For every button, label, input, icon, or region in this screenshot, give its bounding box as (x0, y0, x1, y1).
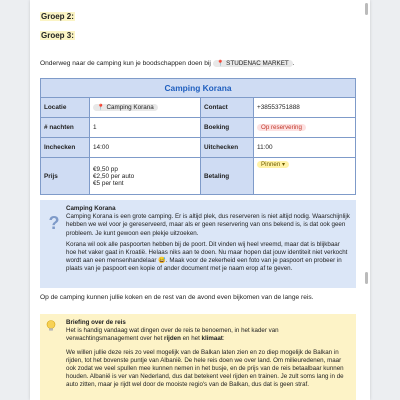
place-chip-studenac[interactable] (213, 60, 293, 67)
price-person: €9,50 pp (93, 165, 118, 173)
label-uitchecken: Uitchecken (201, 138, 254, 158)
status-badge-betaling[interactable] (257, 161, 289, 168)
scrollbar-thumb[interactable] (365, 3, 368, 15)
callout-paragraph: Camping Korana is een grote camping. Er is altijd plek, dus reserveren is niet altijd nodig. Waarschijnlijk hebben we wel voor je gereserveerd, maar als er geen reservering van ons bekend is, is dat ook geen probleem. Je kunt gewoon een plekje uitzoeken. (66, 213, 350, 237)
callout-title: Camping Korana (66, 205, 116, 212)
label-prijs: Prijs (41, 158, 90, 195)
value-contact: +38553751888 (254, 98, 356, 118)
label-inchecken: Inchecken (41, 138, 90, 158)
location-pin-icon: 📍 (216, 61, 225, 67)
callout-paragraph: We willen jullie deze reis zo veel mogelijk van de Balkan laten zien en zo diep mogelijk de Balkan in rijden, tot het bovenste puntje van Albanië. De hele reis doen we over land. Om milieuredenen, maar ook zodat we veel spullen mee kunnen nemen in het busje, en de prijs van de reis betaalbaar kunnen houden. Albanië is ver van Nederland, dus dat betekent veel rijden en trainen. Je zult soms lang in de auto zitten, maar je rijdt wel door de mooiste regio's van de Balkan, dus dat is geen straf. (66, 348, 344, 389)
lightbulb-icon (46, 320, 56, 332)
briefing-callout (40, 314, 356, 400)
table-title: Camping Korana (41, 79, 356, 98)
value-betaling (254, 158, 356, 195)
label-betaling: Betaling (201, 158, 254, 195)
value-uitchecken: 11:00 (254, 138, 356, 158)
label-locatie: Locatie (41, 98, 90, 118)
chevron-down-icon: ▾ (282, 161, 286, 168)
status-badge-boeking[interactable]: Op reservering (257, 124, 306, 131)
label-contact: Contact (201, 98, 254, 118)
label-nachten: # nachten (41, 118, 90, 138)
place-chip-korana-label: Camping Korana (106, 104, 154, 111)
shopping-text: Onderweg naar de camping kun je boodschappen doen bij (40, 60, 211, 67)
question-icon: ? (48, 213, 60, 233)
betaling-label: Pinnen (261, 161, 281, 168)
price-car: €2,50 per auto (93, 172, 135, 180)
value-locatie (90, 98, 201, 118)
value-prijs (90, 158, 201, 195)
value-inchecken: 14:00 (90, 138, 201, 158)
info-callout (40, 200, 356, 288)
group-3-heading: Groep 3: (41, 31, 74, 40)
place-chip-label: STUDENAC MARKET (226, 60, 289, 67)
group-2-heading: Groep 2: (41, 12, 74, 21)
value-boeking (254, 118, 356, 138)
value-nachten: 1 (90, 118, 201, 138)
document-page (30, 0, 370, 400)
shopping-line (40, 60, 295, 67)
callout-paragraph: Korana wil ook alle paspoorten hebben bij de poort. Dit vinden wij heel vreemd, maar dat is blijkbaar hoe het vaker gaat in Kroatië. Helaas niks aan te doen. Nu maar hopen dat jouw identiteit niet verkocht wordt aan een mensenhandelaar 😅. Maak voor de zekerheid een foto van je paspoort en probeer in plaats van je paspoort een kopie of ander document met je naam erop af te geven. (66, 240, 348, 273)
place-chip-korana[interactable] (93, 104, 158, 111)
location-pin-icon: 📍 (97, 105, 105, 111)
cooking-line: Op de camping kunnen jullie koken en de rest van de avond even bijkomen van de lange reis. (40, 294, 314, 301)
label-boeking: Boeking (201, 118, 254, 138)
scrollbar-marker[interactable] (365, 272, 368, 284)
price-tent: €5 per tent (93, 179, 124, 187)
shopping-after: . (292, 60, 295, 67)
callout-paragraph: Het is handig vandaag wat dingen over de reis te benoemen, in het kader van verwachtingsmanagement over het rijden en het klimaat: (66, 327, 279, 343)
callout-title: Briefing over de reis (66, 319, 126, 326)
camping-info-table (40, 78, 356, 195)
